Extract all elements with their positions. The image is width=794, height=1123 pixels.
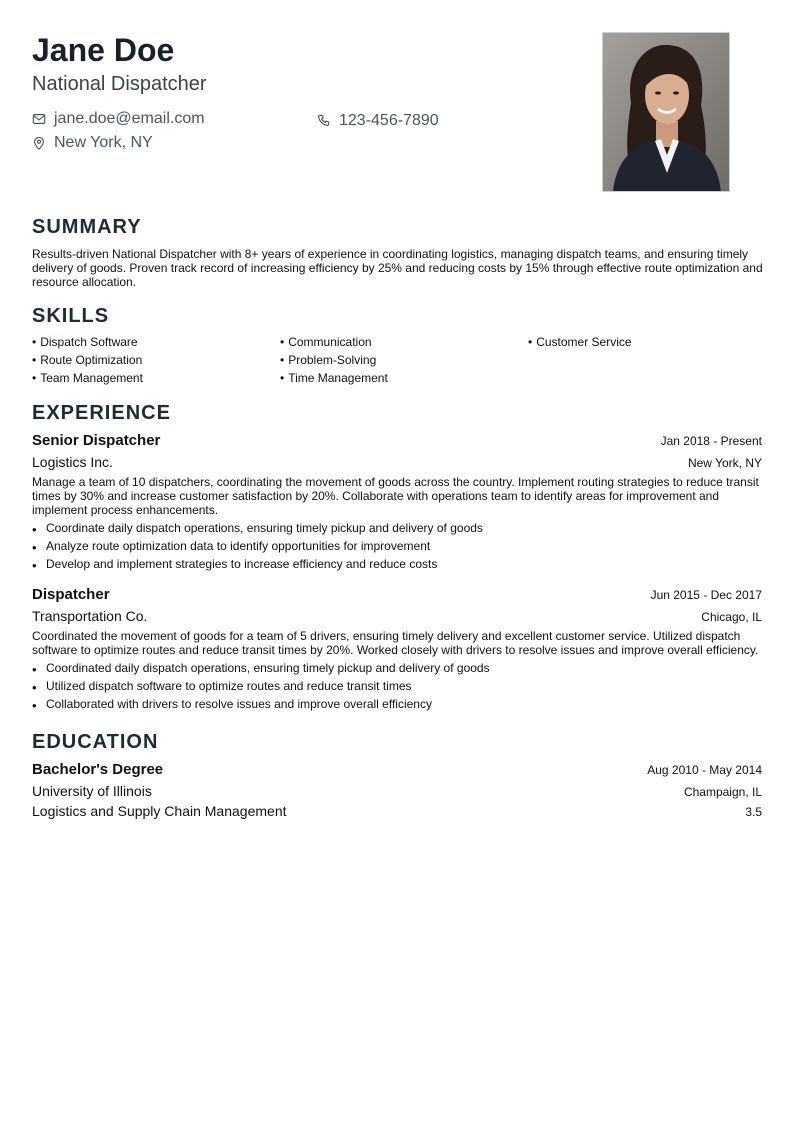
field-of-study: Logistics and Supply Chain Management	[32, 803, 287, 819]
job-bullets	[32, 659, 762, 713]
summary-heading: SUMMARY	[32, 216, 142, 238]
contact-email[interactable]	[32, 109, 205, 129]
job-company: Logistics Inc.	[32, 454, 113, 470]
phone-icon	[317, 114, 331, 128]
skills-heading: SKILLS	[32, 305, 110, 327]
experience-heading: EXPERIENCE	[32, 402, 171, 424]
job-dates: Jan 2018 - Present	[660, 434, 762, 448]
skill-item: • Time Management	[280, 371, 528, 385]
job-location: Chicago, IL	[701, 610, 762, 624]
email-text: jane.doe@email.com	[54, 110, 205, 127]
degree: Bachelor's Degree	[32, 761, 164, 778]
skill-item: • Team Management	[32, 371, 280, 385]
job-bullets	[32, 519, 762, 573]
job-title: Senior Dispatcher	[32, 432, 161, 449]
skill-item: • Dispatch Software	[32, 335, 280, 349]
list-item: • Coordinate daily dispatch operations, ensuring timely pickup and delivery of goods	[32, 519, 762, 537]
education-field-row	[32, 803, 762, 819]
job-location: New York, NY	[687, 456, 762, 470]
job-header	[32, 432, 762, 449]
job-description: Coordinated the movement of goods for a team of 5 drivers, ensuring timely delivery and excellent customer service. Utilized dispatch software to optimize routes and reduce transit times by 20%. Worked closely with drivers to resolve issues and improve overall efficiency.	[32, 629, 759, 657]
list-item: • Utilized dispatch software to optimize routes and reduce transit times	[32, 677, 762, 695]
job-company: Transportation Co.	[32, 608, 148, 624]
school-location: Champaign, IL	[683, 785, 762, 799]
school: University of Illinois	[32, 783, 152, 799]
contact-phone[interactable]	[317, 111, 439, 131]
skill-item: • Problem-Solving	[280, 353, 528, 367]
list-item: • Coordinated daily dispatch operations, ensuring timely pickup and delivery of goods	[32, 659, 762, 677]
contact-location	[32, 133, 153, 153]
education-dates: Aug 2010 - May 2014	[647, 763, 762, 777]
job-title: Dispatcher	[32, 586, 110, 603]
education-school-row	[32, 783, 762, 799]
skill-item: • Communication	[280, 335, 528, 349]
job-company-row	[32, 608, 762, 624]
list-item: • Analyze route optimization data to identify opportunities for improvement	[32, 537, 762, 555]
skill-item: • Customer Service	[528, 335, 776, 349]
education-heading: EDUCATION	[32, 731, 159, 753]
gpa: 3.5	[745, 805, 762, 819]
location-text: New York, NY	[54, 134, 153, 151]
job-dates: Jun 2015 - Dec 2017	[650, 588, 762, 602]
list-item: • Collaborated with drivers to resolve issues and improve overall efficiency	[32, 695, 762, 713]
list-item: • Develop and implement strategies to increase efficiency and reduce costs	[32, 555, 762, 573]
job-description: Manage a team of 10 dispatchers, coordinating the movement of goods across the country. Implement routing strategies to reduce transit times by 30% and increase customer satisfaction by 20%. Collaborate with operations team to identify areas for improvement and implement process enhancements.	[32, 475, 759, 517]
job-company-row	[32, 454, 762, 470]
profile-photo	[602, 32, 730, 192]
job-header	[32, 586, 762, 603]
skills-list	[32, 335, 776, 385]
summary-text: Results-driven National Dispatcher with 8+ years of experience in coordinating logistics, managing dispatch teams, and ensuring timely delivery of goods. Proven track record of increasing efficiency by 25% and reducing costs by 15% through effective route optimization and resource allocation.	[32, 247, 763, 289]
phone-text: 123-456-7890	[339, 112, 439, 129]
candidate-name: Jane Doe	[32, 32, 175, 68]
mail-icon	[32, 112, 46, 126]
location-pin-icon	[32, 136, 46, 150]
skill-item: • Route Optimization	[32, 353, 280, 367]
candidate-title: National Dispatcher	[32, 73, 207, 95]
education-header	[32, 761, 762, 778]
